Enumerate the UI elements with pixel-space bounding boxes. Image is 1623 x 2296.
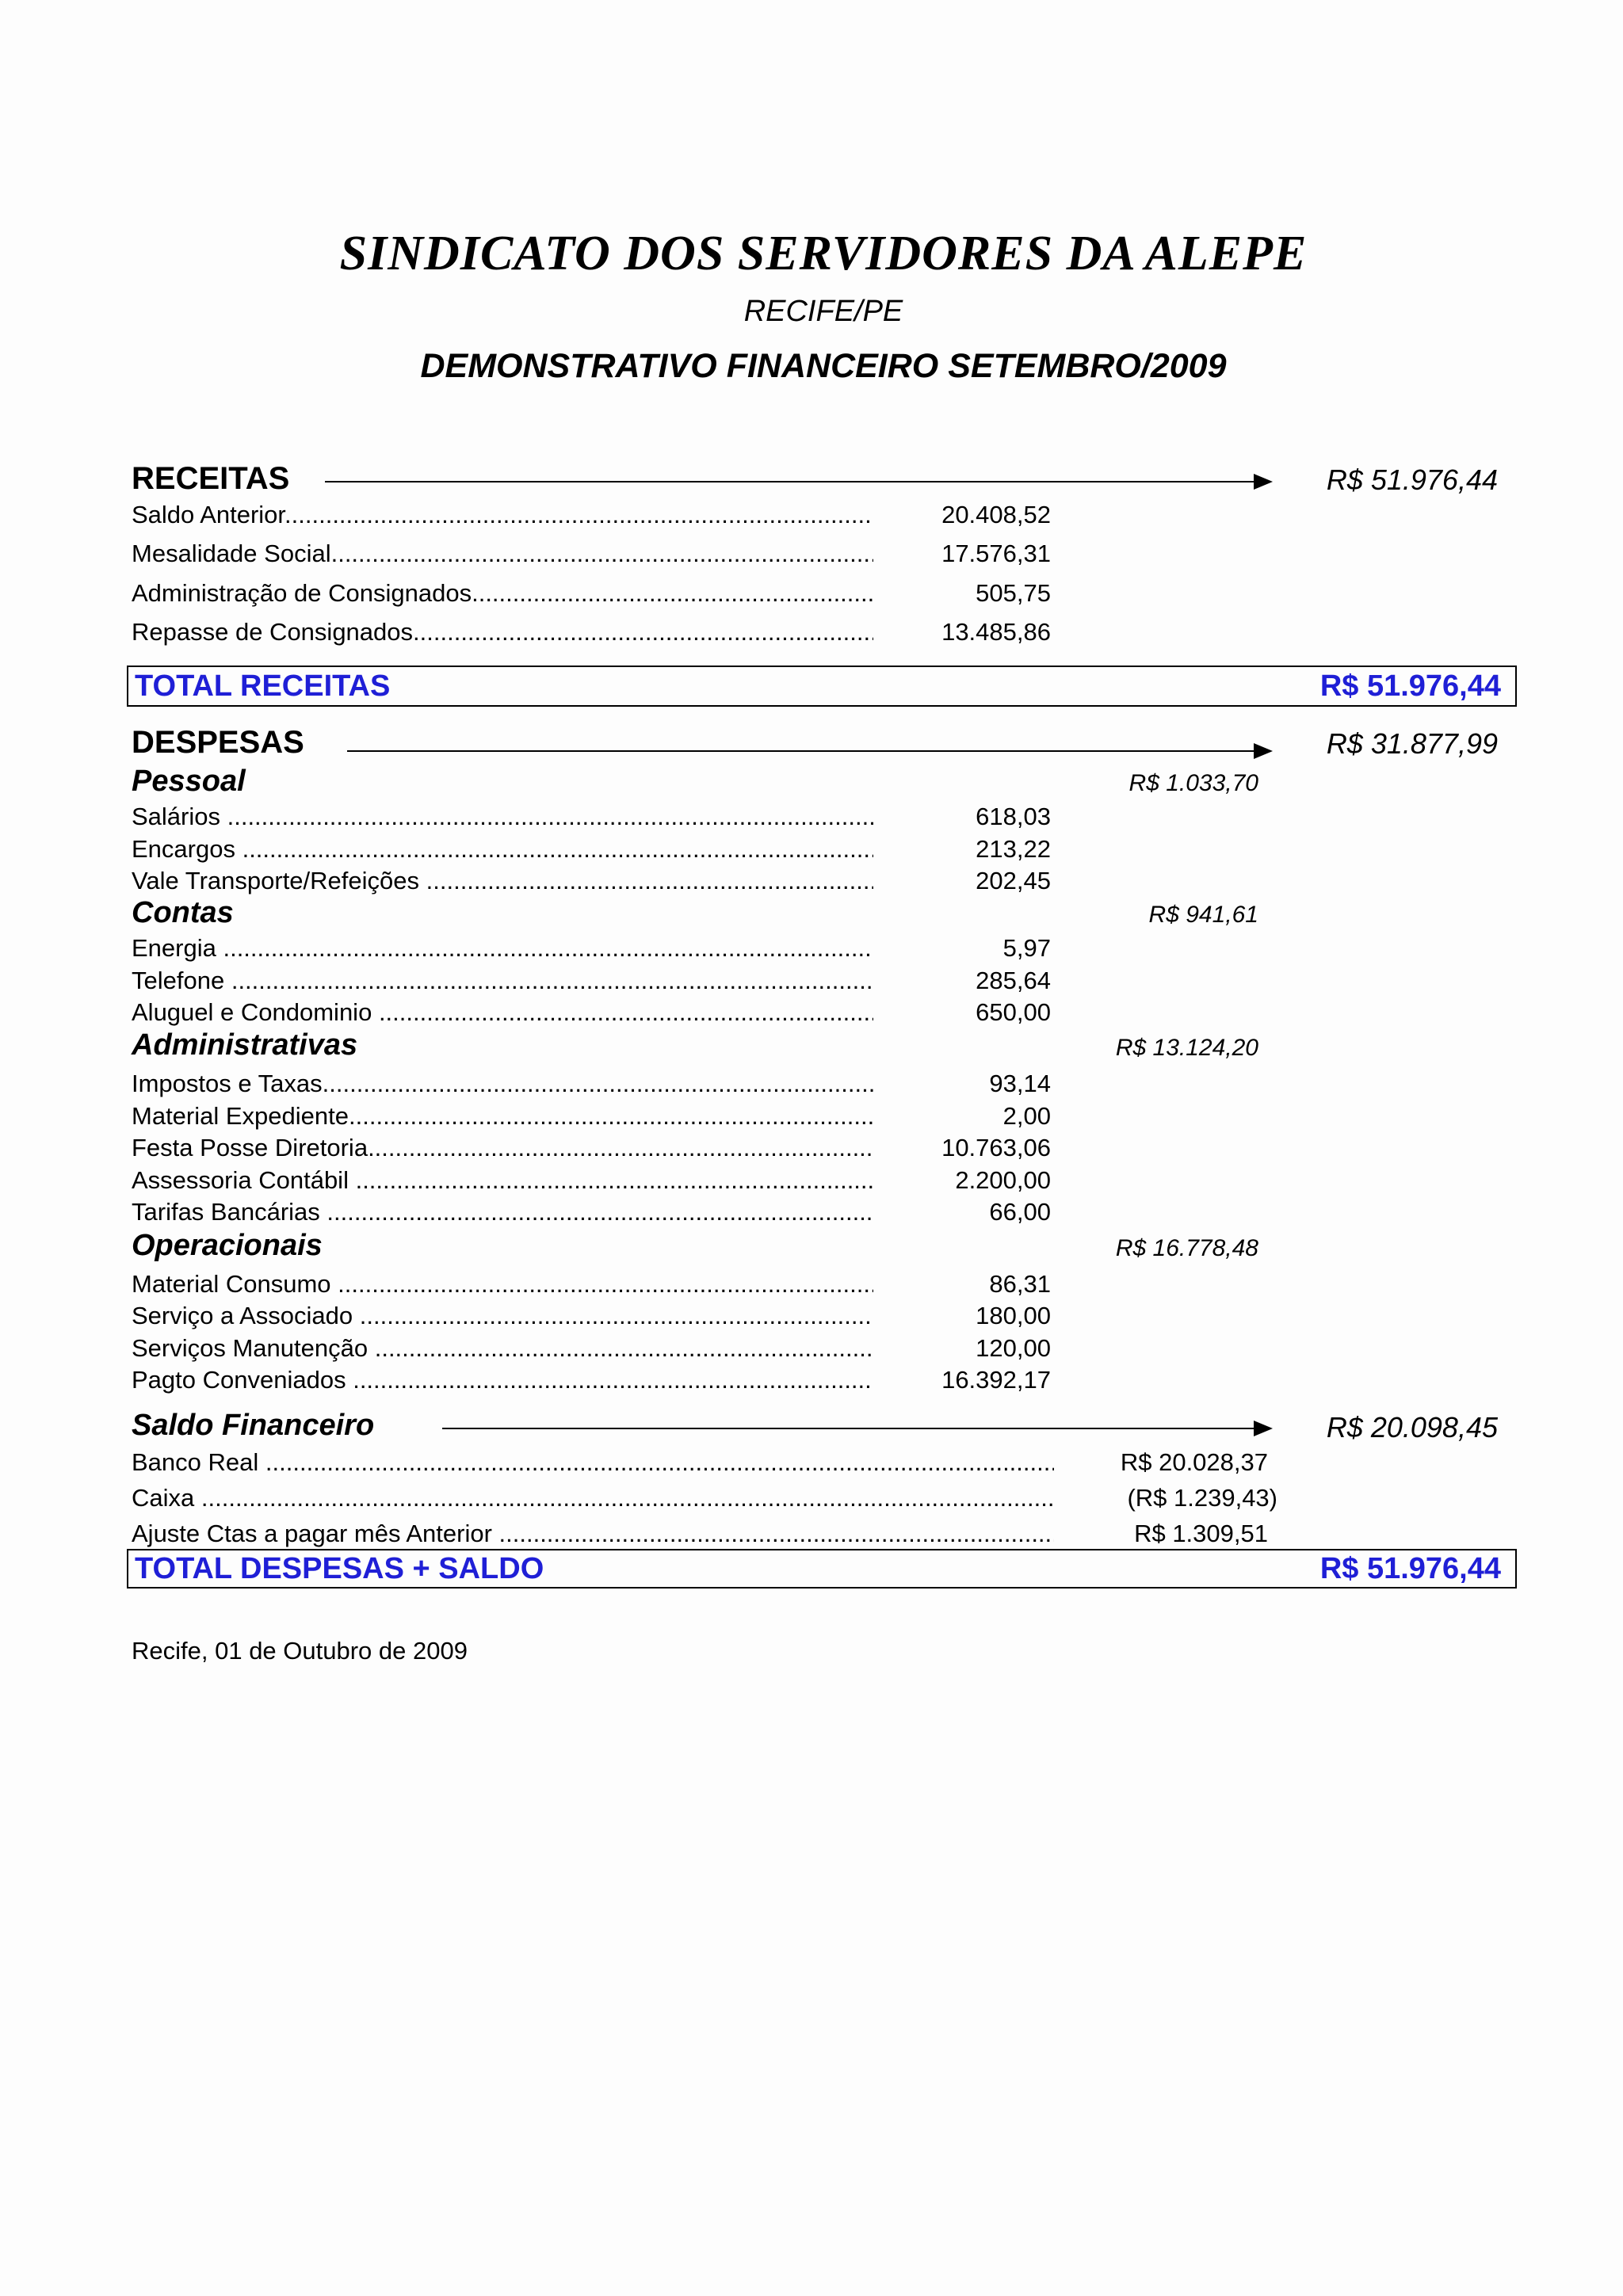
group-total-administrativas: R$ 13.124,20	[1115, 1035, 1258, 1061]
document-title: SINDICATO DOS SERVIDORES DA ALEPE	[339, 227, 1308, 280]
item-value: 86,31	[989, 1270, 1051, 1298]
item-label: Caixa .....	[132, 1484, 1054, 1512]
item-value: 17.576,31	[941, 540, 1051, 567]
list-item	[0, 835, 1623, 865]
item-label: Repasse de Consignados .....	[132, 618, 873, 646]
item-label: Serviço a Associado .....	[132, 1302, 873, 1330]
list-item	[0, 1334, 1623, 1364]
item-label: Administração de Consignados .....	[132, 579, 873, 608]
despesas-title: DESPESAS	[132, 725, 304, 760]
item-label: Salários .....	[132, 803, 873, 831]
item-label: Assessoria Contábil .....	[132, 1166, 873, 1195]
list-item	[0, 1302, 1623, 1332]
saldo-arrow	[442, 1428, 1270, 1429]
list-item	[0, 998, 1623, 1028]
total-despesas-saldo-value: R$ 51.976,44	[1319, 1552, 1501, 1585]
item-value: 650,00	[976, 998, 1051, 1026]
item-value: R$ 1.309,51	[1134, 1520, 1268, 1547]
item-value: 285,64	[976, 967, 1051, 994]
list-item	[0, 540, 1623, 571]
item-label: Impostos e Taxas .....	[132, 1070, 873, 1098]
list-item	[0, 1448, 1623, 1480]
total-despesas-saldo-label: TOTAL DESPESAS + SALDO	[135, 1552, 544, 1585]
total-receitas-value: R$ 51.976,44	[1319, 669, 1501, 703]
item-value: 16.392,17	[941, 1366, 1051, 1394]
item-value: 202,45	[976, 867, 1051, 894]
list-item	[0, 803, 1623, 833]
statement-heading: DEMONSTRATIVO FINANCEIRO SETEMBRO/2009	[420, 347, 1227, 385]
item-value: 2,00	[1002, 1102, 1051, 1130]
list-item	[0, 1484, 1623, 1516]
list-item	[0, 1270, 1623, 1300]
item-label: Ajuste Ctas a pagar mês Anterior .....	[132, 1520, 1054, 1548]
list-item	[0, 1070, 1623, 1100]
group-title-operacionais: Operacionais	[132, 1229, 323, 1262]
item-label: Telefone .....	[132, 967, 873, 995]
total-receitas-box	[127, 666, 1517, 707]
item-label: Mesalidade Social .....	[132, 540, 873, 568]
date-line: Recife, 01 de Outubro de 2009	[132, 1637, 468, 1665]
list-item	[0, 1102, 1623, 1132]
saldo-title: Saldo Financeiro	[132, 1409, 375, 1442]
list-item	[0, 967, 1623, 997]
item-value: 13.485,86	[941, 618, 1051, 646]
group-title-pessoal: Pessoal	[132, 765, 246, 798]
item-value: 2.200,00	[955, 1166, 1051, 1194]
list-item	[0, 934, 1623, 964]
despesas-arrow	[347, 750, 1270, 752]
group-total-operacionais: R$ 16.778,48	[1115, 1235, 1258, 1261]
item-value: 618,03	[976, 803, 1051, 830]
item-label: Encargos .....	[132, 835, 873, 864]
item-value: 20.408,52	[941, 501, 1051, 528]
list-item	[0, 1198, 1623, 1228]
list-item	[0, 501, 1623, 532]
saldo-total: R$ 20.098,45	[1326, 1411, 1498, 1444]
item-label: Banco Real .....	[132, 1448, 1054, 1477]
list-item	[0, 579, 1623, 611]
item-label: Festa Posse Diretoria .....	[132, 1134, 873, 1162]
list-item	[0, 1166, 1623, 1196]
item-label: Pagto Conveniados .....	[132, 1366, 873, 1394]
item-value: 120,00	[976, 1334, 1051, 1362]
group-title-contas: Contas	[132, 896, 234, 929]
list-item	[0, 1134, 1623, 1164]
item-label: Material Consumo .....	[132, 1270, 873, 1299]
item-value: 66,00	[989, 1198, 1051, 1226]
group-title-administrativas: Administrativas	[132, 1028, 358, 1062]
item-value: 10.763,06	[941, 1134, 1051, 1161]
receitas-total: R$ 51.976,44	[1326, 463, 1498, 496]
item-label: Energia .....	[132, 934, 873, 963]
group-total-pessoal: R$ 1.033,70	[1128, 770, 1258, 796]
list-item	[0, 618, 1623, 650]
despesas-total: R$ 31.877,99	[1326, 727, 1498, 760]
total-receitas-label: TOTAL RECEITAS	[135, 669, 391, 703]
list-item	[0, 1366, 1623, 1396]
item-label: Serviços Manutenção .....	[132, 1334, 873, 1363]
item-label: Tarifas Bancárias .....	[132, 1198, 873, 1226]
document-subtitle: RECIFE/PE	[743, 295, 903, 328]
item-label: Vale Transporte/Refeições .....	[132, 867, 873, 895]
item-label: Saldo Anterior .....	[132, 501, 873, 529]
receitas-title: RECEITAS	[132, 461, 290, 496]
item-value: 180,00	[976, 1302, 1051, 1329]
item-value: 93,14	[989, 1070, 1051, 1097]
item-value: (R$ 1.239,43)	[1127, 1484, 1277, 1512]
list-item	[0, 867, 1623, 897]
item-value: 5,97	[1002, 934, 1051, 962]
group-total-contas: R$ 941,61	[1148, 902, 1258, 928]
item-label: Material Expediente .....	[132, 1102, 873, 1131]
item-value: 213,22	[976, 835, 1051, 863]
total-despesas-saldo-box	[127, 1549, 1517, 1589]
list-item	[0, 1520, 1623, 1551]
receitas-arrow	[325, 481, 1270, 482]
item-value: 505,75	[976, 579, 1051, 607]
item-label: Aluguel e Condominio .....	[132, 998, 873, 1027]
item-value: R$ 20.028,37	[1120, 1448, 1268, 1476]
